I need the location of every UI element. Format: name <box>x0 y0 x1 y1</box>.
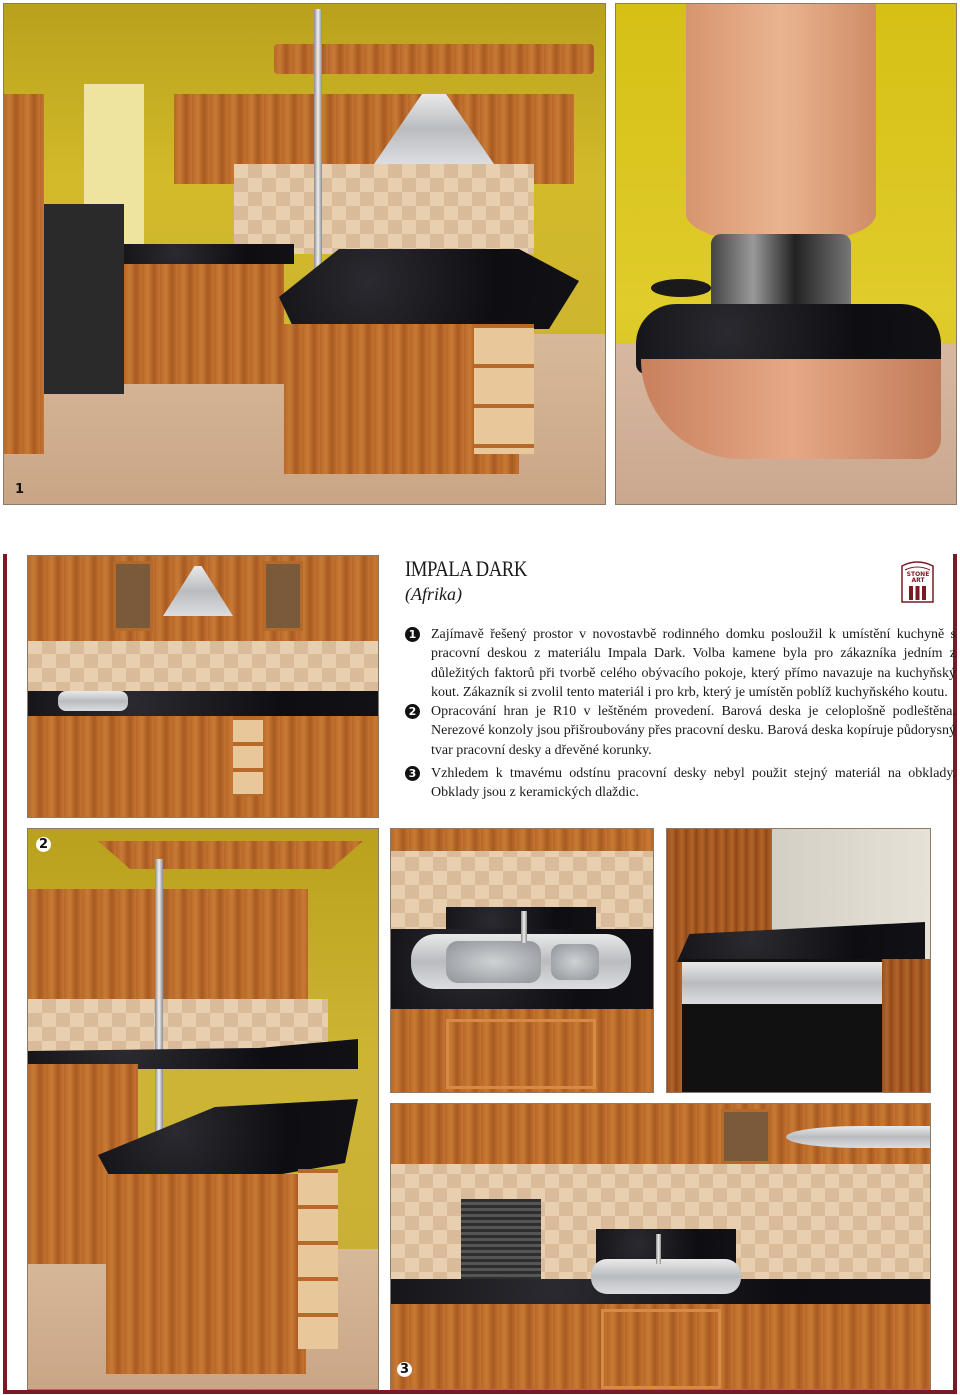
paragraph-3-text: Vzhledem k tmavému odstínu pracovní desky nebyl použit stejný materiál na obklady. Obklady jsou z keramických dlaždic. <box>431 766 956 801</box>
paragraph-2 <box>408 702 956 760</box>
frame-bottom <box>3 1390 957 1394</box>
photo-label-2: 2 <box>36 837 51 852</box>
paragraph-3 <box>408 764 956 803</box>
frame-left <box>3 554 7 1394</box>
paragraph-number-1: 1 <box>405 627 420 642</box>
paragraph-number-2: 2 <box>405 704 420 719</box>
photo-sink <box>390 828 654 1093</box>
photo-fireplace <box>615 3 957 505</box>
photo-label-1: 1 <box>14 482 25 497</box>
page-title: IMPALA DARK <box>405 556 527 581</box>
photo-counter-end <box>666 828 931 1093</box>
stone-art-logo-icon <box>899 556 936 604</box>
paragraph-1-text: Zajímavě řešený prostor v novostavbě rodinného domku posloužil k umístění kuchyně s pracovní deskou z materiálu Impala Dark. Volba kamene byla pro zákazníka jedním z důležitých faktorů při tvorbě celého obývacího pokoje, který přímo navazuje na kuchyňský kout. Zákazník si zvolil tento materiál i pro krb, který je umístěn poblíž kuchyňského koutu. <box>431 627 956 700</box>
logo-text: STONE ART <box>906 571 930 584</box>
photo-corner-kitchen <box>27 555 379 818</box>
photo-label-3: 3 <box>397 1362 412 1377</box>
paragraph-number-3: 3 <box>405 766 420 781</box>
paragraph-2-text: Opracování hran je R10 v leštěném provedení. Barová deska je celoplošně podleštěna. Nerezové konzoly jsou přišroubovány přes pracovní desku. Barová deska kopíruje půdorysný tvar pracovní desky a dřevěné korunky. <box>431 704 956 758</box>
photo-kitchen-corner <box>390 1103 931 1390</box>
page-subtitle: (Afrika) <box>405 584 462 604</box>
photo-kitchen-bar <box>3 3 606 505</box>
paragraph-1 <box>408 625 956 702</box>
photo-bar-counter <box>27 828 379 1390</box>
